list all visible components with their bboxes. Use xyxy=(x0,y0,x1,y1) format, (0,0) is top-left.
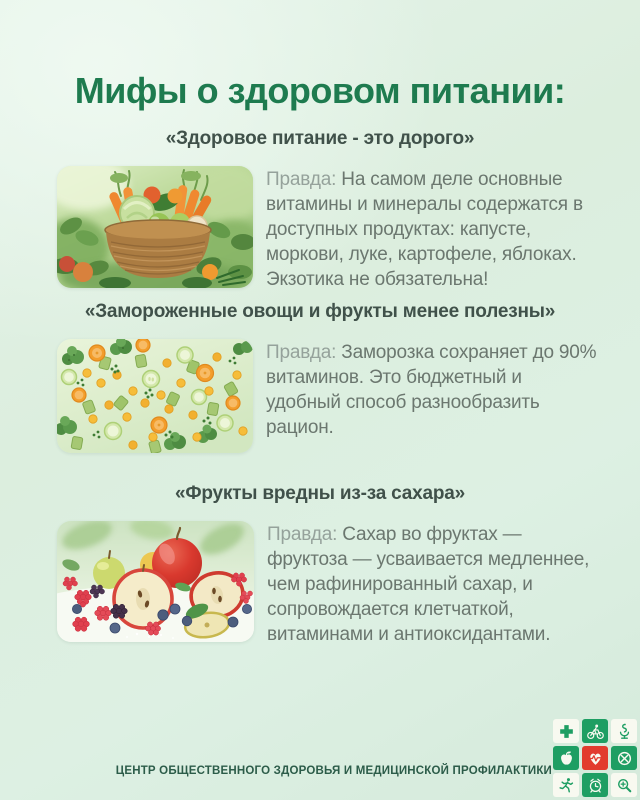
logo-tile xyxy=(553,719,579,743)
logo-tile xyxy=(611,746,637,770)
truth-paragraph xyxy=(266,167,600,292)
myth-section-sugar xyxy=(0,483,640,647)
runner-icon xyxy=(557,776,576,795)
page-title: Мифы о здоровом питании: xyxy=(74,70,566,111)
myth-heading: «Замороженные овощи и фрукты менее полезны» xyxy=(84,301,556,322)
logo-tile xyxy=(553,746,579,770)
logo-tile xyxy=(582,773,608,797)
medical-cross-icon xyxy=(557,722,576,741)
truth-paragraph xyxy=(266,340,600,440)
vegetable-basket-photo xyxy=(57,166,253,288)
truth-text: На самом деле основные витамины и минералы содержатся в доступных продуктах: капусте, моркови, луке, картофеле, яблоках. Экзотика не обязательна! xyxy=(266,169,583,290)
truth-label: Правда: xyxy=(266,342,337,363)
vegetable-basket-illustration xyxy=(57,166,253,288)
fruits-berries-photo xyxy=(57,521,254,642)
frozen-vegetables-photo xyxy=(57,339,253,453)
myth-row xyxy=(0,521,640,647)
myth-row xyxy=(0,166,640,292)
truth-text: Сахар во фруктах — фруктоза — усваивается медленнее, чем рафинированный сахар, и сопровождается клетчаткой, витаминами и антиоксидантами. xyxy=(267,524,590,645)
organization-logo xyxy=(553,719,637,797)
fruits-illustration xyxy=(57,521,254,642)
frozen-mix-illustration xyxy=(57,339,253,453)
logo-tile xyxy=(611,773,637,797)
logo-tile xyxy=(611,719,637,743)
truth-text: Заморозка сохраняет до 90% витаминов. Это бюджетный и удобный способ разнообразить рацион. xyxy=(266,342,597,438)
hygieia-bowl-icon xyxy=(615,722,634,741)
myth-row xyxy=(0,339,640,453)
no-symbol-icon xyxy=(615,749,634,768)
myth-section-frozen xyxy=(0,301,640,453)
cyclist-icon xyxy=(586,722,605,741)
logo-tile xyxy=(553,773,579,797)
truth-paragraph xyxy=(267,522,601,647)
myth-heading: «Здоровое питание - это дорого» xyxy=(165,128,475,149)
logo-tile xyxy=(582,746,608,770)
logo-tile xyxy=(582,719,608,743)
apple-icon xyxy=(557,749,576,768)
magnifier-plus-icon xyxy=(615,776,634,795)
myth-section-expensive xyxy=(0,128,640,292)
myth-heading: «Фрукты вредны из-за сахара» xyxy=(174,483,466,504)
truth-label: Правда: xyxy=(267,524,338,545)
footer-organization-name: ЦЕНТР ОБЩЕСТВЕННОГО ЗДОРОВЬЯ И МЕДИЦИНСКОЙ ПРОФИЛАКТИКИ xyxy=(115,765,552,777)
alarm-clock-icon xyxy=(586,776,605,795)
truth-label: Правда: xyxy=(266,169,337,190)
heart-pulse-icon xyxy=(586,749,605,768)
